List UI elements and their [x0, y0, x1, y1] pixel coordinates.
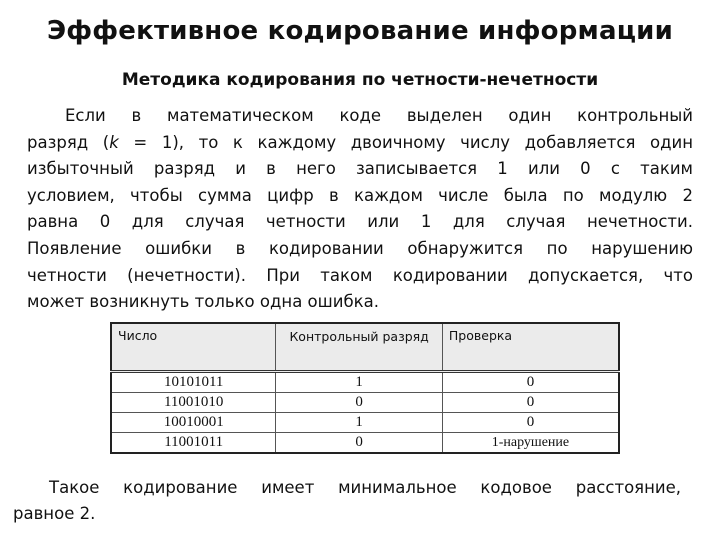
- conclusion-line: Такое кодирование имеет минимальное кодовое расстояние,: [49, 478, 681, 497]
- header-check: Проверка: [442, 323, 619, 372]
- table-row: [111, 433, 619, 454]
- cell-check: 0: [442, 393, 619, 413]
- header-control-bit: Контрольный разряд: [276, 323, 443, 372]
- paragraph-line: Если в математическом коде выделен один контрольный: [65, 106, 693, 125]
- cell-number: 11001011: [111, 433, 276, 454]
- cell-number: 10101011: [111, 372, 276, 393]
- table-row: [111, 413, 619, 433]
- paragraph-line: может возникнуть только одна ошибка.: [27, 292, 379, 312]
- formula-rest: ), то к каждому двоичному числу добавляется один: [172, 132, 693, 152]
- body-paragraph: [27, 103, 693, 316]
- section-subtitle: Методика кодирования по четности-нечетности: [121, 70, 599, 90]
- parity-table: [110, 322, 620, 454]
- paragraph-line-formula: [27, 130, 693, 157]
- paragraph-line: условием, чтобы сумма цифр в каждом числе была по модулю 2: [27, 185, 693, 205]
- cell-control-bit: 1: [276, 372, 443, 393]
- header-number: Число: [111, 323, 276, 372]
- paragraph-line: Появление ошибки в кодировании обнаружится по нарушению: [27, 238, 693, 258]
- page-title: Эффективное кодирование информации: [46, 16, 674, 46]
- paragraph-line: избыточный разряд и в него записывается 1 или 0 с таким: [27, 159, 693, 179]
- table-row: [111, 372, 619, 393]
- cell-number: 11001010: [111, 393, 276, 413]
- cell-control-bit: 1: [276, 413, 443, 433]
- conclusion-paragraph: [13, 475, 681, 527]
- cell-control-bit: 0: [276, 433, 443, 454]
- paragraph-line: равна 0 для случая четности или 1 для случая нечетности.: [27, 212, 693, 232]
- cell-check: 1-нарушение: [442, 433, 619, 454]
- formula-variable: k: [109, 132, 119, 152]
- paragraph-line-start: разряд (: [27, 132, 110, 152]
- paragraph-line: четности (нечетности). При таком кодировании допускается, что: [27, 265, 693, 285]
- table-header-row: [111, 323, 619, 372]
- cell-control-bit: 0: [276, 393, 443, 413]
- table-row: [111, 393, 619, 413]
- conclusion-line: равное 2.: [13, 504, 96, 523]
- cell-check: 0: [442, 413, 619, 433]
- cell-check: 0: [442, 372, 619, 393]
- formula-equals: = 1: [118, 132, 173, 152]
- cell-number: 10010001: [111, 413, 276, 433]
